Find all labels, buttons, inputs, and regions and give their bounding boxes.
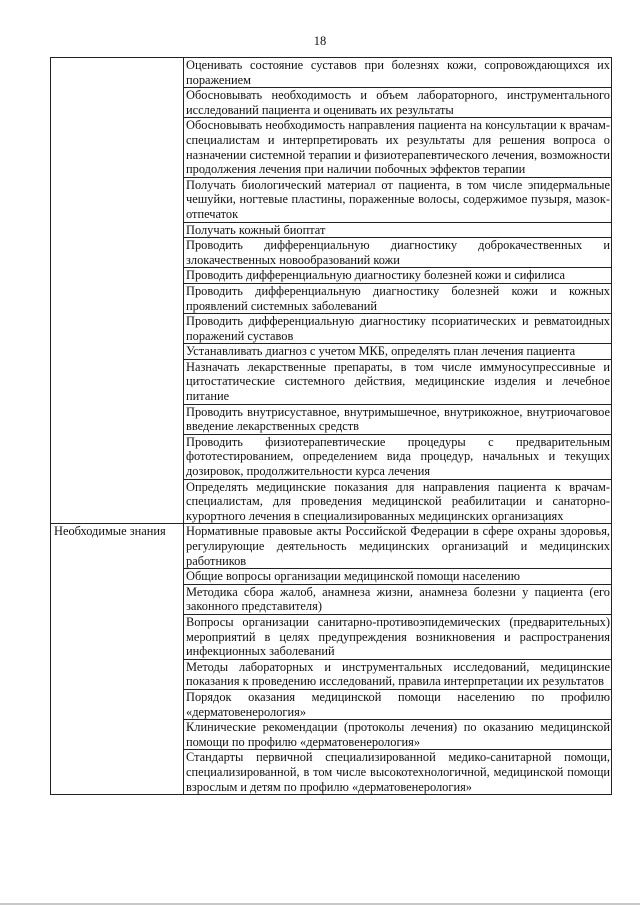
requirement-item: Проводить дифференциальную диагностику болезней кожи и кожных проявлений системных заболеваний <box>184 283 612 313</box>
requirement-item: Порядок оказания медицинской помощи населению по профилю «дерматовенерология» <box>184 689 612 719</box>
requirement-item: Проводить внутрисуставное, внутримышечное, внутрикожное, внутриочаговое введение лекарственных средств <box>184 404 612 434</box>
requirement-item: Общие вопросы организации медицинской помощи населению <box>184 569 612 585</box>
requirement-item: Назначать лекарственные препараты, в том числе иммуносупрессивные и цитостатические системного действия, медицинские изделия и лечебное питание <box>184 359 612 404</box>
table-row <box>51 524 612 569</box>
requirement-item: Методы лабораторных и инструментальных исследований, медицинские показания к проведению исследований, правила интерпретации их результатов <box>184 659 612 689</box>
requirement-item: Устанавливать диагноз с учетом МКБ, определять план лечения пациента <box>184 344 612 360</box>
requirement-item: Стандарты первичной специализированной медико-санитарной помощи, специализированной, в том числе высокотехнологичной, медицинской помощи взрослым и детям по профилю «дерматовенерология» <box>184 750 612 795</box>
page-number: 18 <box>313 34 327 48</box>
requirement-item: Нормативные правовые акты Российской Федерации в сфере охраны здоровья, регулирующие деятельность медицинских организаций и медицинских работников <box>184 524 612 569</box>
requirement-item: Проводить физиотерапевтические процедуры с предварительным фототестированием, определением вида процедур, начальных и текущих дозировок, продолжительности курса лечения <box>184 434 612 479</box>
section-label: Необходимые знания <box>51 524 184 795</box>
requirement-item: Обосновывать необходимость направления пациента на консультации к врачам-специалистам и интерпретировать их результаты для решения вопроса о назначении системной терапии и физиотерапевтического лечения, возможности продолжения лечения при наличии побочных эффектов терапии <box>184 118 612 177</box>
section-label <box>51 58 184 524</box>
requirement-item: Оценивать состояние суставов при болезнях кожи, сопровождающихся их поражением <box>184 58 612 88</box>
competency-table <box>50 57 612 795</box>
requirement-item: Определять медицинские показания для направления пациента к врачам-специалистам, для проведения медицинской реабилитации и санаторно-курортного лечения в специализированных медицинских организациях <box>184 479 612 524</box>
requirement-item: Обосновывать необходимость и объем лабораторного, инструментального исследований пациента и оценивать их результаты <box>184 88 612 118</box>
table-row <box>51 58 612 88</box>
requirement-item: Проводить дифференциальную диагностику болезней кожи и сифилиса <box>184 268 612 284</box>
requirement-item: Вопросы организации санитарно-противоэпидемических (предварительных) мероприятий в целях предупреждения возникновения и распространения инфекционных заболеваний <box>184 614 612 659</box>
requirement-item: Получать кожный биоптат <box>184 222 612 238</box>
competency-table-body <box>51 58 612 795</box>
requirement-item: Проводить дифференциальную диагностику доброкачественных и злокачественных новообразований кожи <box>184 238 612 268</box>
requirement-item: Проводить дифференциальную диагностику псориатических и ревматоидных поражений суставов <box>184 314 612 344</box>
requirement-item: Получать биологический материал от пациента, в том числе эпидермальные чешуйки, ногтевые пластины, пораженные волосы, содержимое пузыря, мазок-отпечаток <box>184 177 612 222</box>
requirement-item: Клинические рекомендации (протоколы лечения) по оказанию медицинской помощи по профилю «дерматовенерология» <box>184 720 612 750</box>
requirement-item: Методика сбора жалоб, анамнеза жизни, анамнеза болезни у пациента (его законного представителя) <box>184 584 612 614</box>
